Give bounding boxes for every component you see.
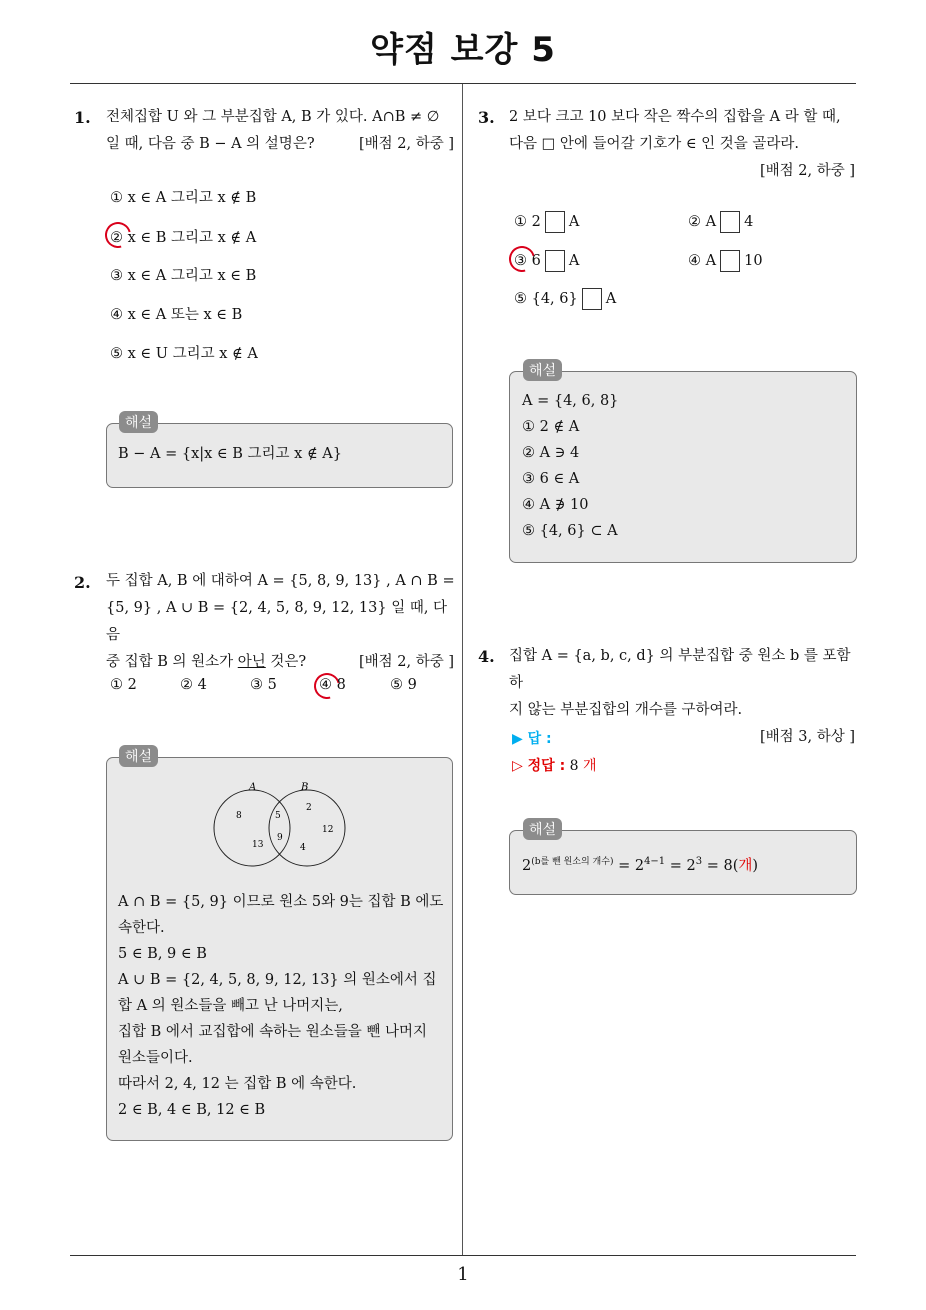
choice-2[interactable]: ② x ∈ B 그리고 x ∉ A	[110, 230, 257, 246]
page-title: 약점 보강 5	[370, 30, 556, 70]
set-b-label: B	[301, 782, 309, 793]
venn-value: 5	[275, 811, 281, 821]
question-text	[509, 104, 859, 185]
question-line: 다음 □ 안에 들어갈 기호가 ∈ 인 것을 골라라.	[509, 136, 800, 152]
correct-label: ▷ 정답 :	[512, 758, 566, 774]
explanation-text: B − A = {x|x ∈ B 그리고 x ∉ A}	[118, 446, 342, 462]
choice-3[interactable]: ③ 5	[250, 677, 277, 693]
set-a-circle	[214, 790, 290, 866]
question-line: 집합 A = {a, b, c, d} 의 부분집합 중 원소 b 를 포함하	[509, 648, 851, 691]
expl-sup: (b를 뺀 원소의 개수)	[531, 857, 614, 867]
column-divider	[462, 84, 463, 1256]
choice-5[interactable]: ⑤ x ∈ U 그리고 x ∉ A	[110, 346, 258, 362]
top-rule	[70, 83, 856, 84]
set-b-circle	[269, 790, 345, 866]
choice-text: 4	[744, 214, 754, 230]
choice-5[interactable]: ⑤ 9	[390, 677, 417, 693]
question-number: 3.	[478, 108, 495, 127]
score-meta: [배점 2, 하중 ]	[358, 136, 454, 152]
page-number: 1	[457, 1264, 469, 1285]
choice-text: ⑤ {4, 6}	[514, 291, 578, 307]
venn-diagram	[205, 776, 355, 871]
choice-1[interactable]: ① x ∈ A 그리고 x ∉ B	[110, 190, 257, 206]
question-line-text: 중 집합 B 의 원소가	[106, 654, 238, 670]
correct-value: 8	[569, 758, 579, 774]
choice-4[interactable]	[688, 250, 763, 272]
bottom-rule	[70, 1255, 856, 1256]
venn-value: 8	[236, 811, 242, 821]
question-text	[106, 568, 456, 676]
question-line-text: 것은?	[265, 654, 307, 670]
choice-2[interactable]	[688, 211, 753, 233]
expl-sup: 3	[695, 856, 703, 867]
correct-unit: 개	[583, 758, 597, 774]
expl-part: = 2	[665, 857, 696, 874]
blank-box	[582, 288, 602, 310]
blank-box	[720, 211, 740, 233]
choice-text: ③ 6	[514, 253, 541, 269]
question-number: 2.	[74, 573, 91, 592]
choice-2[interactable]: ② 4	[180, 677, 207, 693]
explanation-text	[522, 849, 758, 879]
question-number: 1.	[74, 108, 91, 127]
expl-part: )	[752, 857, 759, 874]
question-line	[106, 131, 456, 158]
choice-text: A	[605, 291, 617, 307]
expl-part: = 2	[613, 857, 645, 874]
explanation-tag: 해설	[119, 411, 158, 433]
explanation-tag: 해설	[523, 359, 562, 381]
correct-answer	[512, 755, 597, 775]
choice-text: A	[568, 253, 580, 269]
score-meta: [배점 3, 하상 ]	[759, 729, 855, 745]
question-number: 4.	[478, 647, 495, 666]
question-line: 2 보다 크고 10 보다 작은 짝수의 집합을 A 라 할 때,	[509, 109, 841, 125]
choice-text: ① 2	[514, 214, 541, 230]
explanation-text: A = {4, 6, 8} ① 2 ∉ A ② A ∋ 4 ③ 6 ∈ A ④ A ∌ 10 ⑤ {4, 6} ⊂ A	[522, 393, 619, 539]
choice-4[interactable]: ④ 8	[319, 677, 346, 693]
question-text	[509, 643, 859, 751]
expl-part: 2	[522, 857, 532, 874]
underlined-word: 아닌	[237, 654, 266, 670]
blank-box	[545, 211, 565, 233]
question-line: 지 않는 부분집합의 개수를 구하여라.	[509, 702, 743, 718]
choice-3[interactable]: ③ x ∈ A 그리고 x ∈ B	[110, 268, 257, 284]
expl-sup: 4−1	[644, 856, 666, 867]
choice-1[interactable]	[514, 211, 579, 233]
expl-unit: 개	[738, 857, 753, 874]
choice-text: ④ A	[688, 253, 717, 269]
question-line: {5, 9} , A ∪ B = {2, 4, 5, 8, 9, 12, 13} 일 때, 다음	[106, 600, 448, 643]
venn-value: 9	[277, 833, 283, 843]
explanation-text: A ∩ B = {5, 9} 이므로 원소 5와 9는 집합 B 에도 속한다. 5 ∈ B, 9 ∈ B A ∪ B = {2, 4, 5, 8, 9, 12, 13} 의 원소에서 집 합 A 의 원소들을 빼고 난 나머지는, 집합 B 에서 교집합에 속하는 원소들을 뺀 나머지 원소들이다. 따라서 2, 4, 12 는 집합 B 에 속한다. 2 ∈ B, 4 ∈ B, 12 ∈ B	[118, 894, 444, 1118]
choice-text: 10	[744, 253, 763, 269]
choice-5[interactable]	[514, 288, 616, 310]
question-line-text: 일 때, 다음 중 B − A 의 설명은?	[106, 136, 315, 152]
question-text	[106, 104, 456, 158]
venn-value: 12	[322, 825, 334, 835]
venn-value: 13	[252, 840, 264, 850]
choice-3[interactable]	[514, 250, 579, 272]
choice-text: A	[568, 214, 580, 230]
expl-part: = 8(	[702, 857, 739, 874]
explanation-tag: 해설	[523, 818, 562, 840]
set-a-label: A	[249, 782, 257, 793]
choice-text: ② A	[688, 214, 717, 230]
question-line: 전체집합 U 와 그 부분집합 A, B 가 있다. A∩B ≠ ∅	[106, 109, 440, 125]
venn-value: 2	[306, 803, 312, 813]
question-line: 두 집합 A, B 에 대하여 A = {5, 8, 9, 13} , A ∩ B =	[106, 573, 455, 589]
blank-box	[720, 250, 740, 272]
question-line	[106, 649, 456, 676]
score-meta: [배점 2, 하중 ]	[358, 654, 454, 670]
score-meta: [배점 2, 하중 ]	[759, 163, 855, 179]
choice-4[interactable]: ④ x ∈ A 또는 x ∈ B	[110, 307, 243, 323]
blank-box	[545, 250, 565, 272]
answer-label: ▶ 답 :	[512, 731, 552, 747]
venn-value: 4	[300, 843, 306, 853]
explanation-tag: 해설	[119, 745, 158, 767]
choice-1[interactable]: ① 2	[110, 677, 137, 693]
